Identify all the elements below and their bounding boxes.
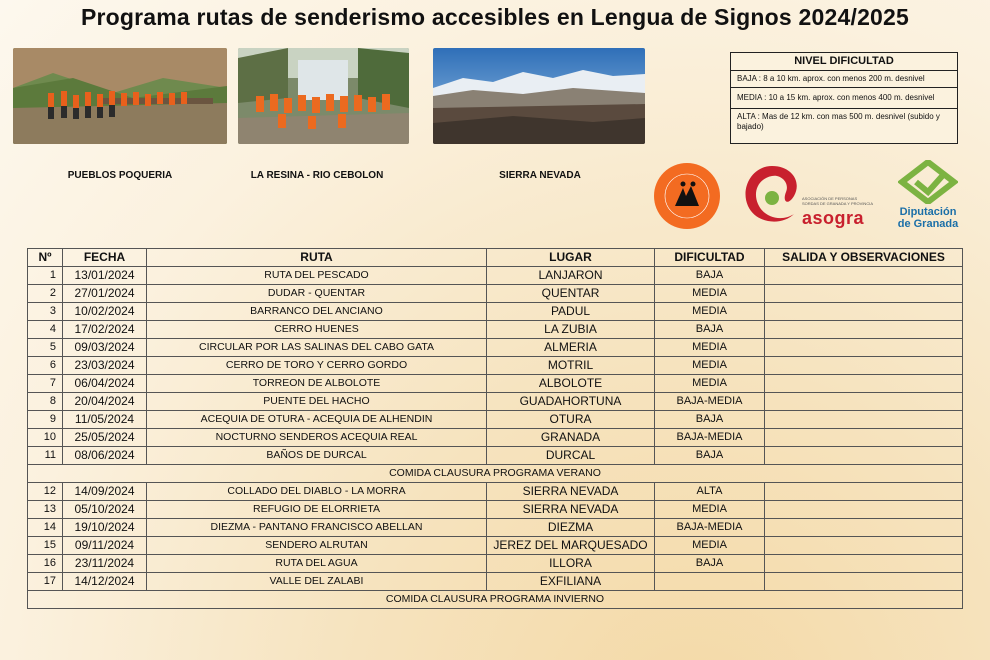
cell-lugar: DIEZMA: [487, 519, 655, 537]
cell-lugar: EXFILIANA: [487, 573, 655, 591]
cell-fecha: 11/05/2024: [63, 411, 147, 429]
cell-lugar: SIERRA NEVADA: [487, 483, 655, 501]
header-num: Nº: [28, 249, 63, 267]
cell-fecha: 09/03/2024: [63, 339, 147, 357]
cell-salida: [765, 411, 963, 429]
cell-salida: [765, 339, 963, 357]
table-row: [28, 429, 963, 447]
cell-lugar: LA ZUBIA: [487, 321, 655, 339]
cell-dificultad: MEDIA: [655, 501, 765, 519]
cell-lugar: OTURA: [487, 411, 655, 429]
table-row: [28, 357, 963, 375]
header-fecha: FECHA: [63, 249, 147, 267]
cell-ruta: ACEQUIA DE OTURA - ACEQUIA DE ALHENDIN: [147, 411, 487, 429]
cell-salida: [765, 393, 963, 411]
cell-fecha: 14/12/2024: [63, 573, 147, 591]
cell-ruta: CERRO DE TORO Y CERRO GORDO: [147, 357, 487, 375]
cell-fecha: 08/06/2024: [63, 447, 147, 465]
cell-dificultad: BAJA-MEDIA: [655, 429, 765, 447]
diputacion-line2: de Granada: [897, 218, 959, 230]
cell-lugar: GUADAHORTUNA: [487, 393, 655, 411]
routes-table-body: [28, 267, 963, 609]
difficulty-legend: [730, 52, 958, 144]
cell-dificultad: MEDIA: [655, 375, 765, 393]
club-logo: [653, 162, 721, 230]
cell-ruta: VALLE DEL ZALABI: [147, 573, 487, 591]
table-row: [28, 267, 963, 285]
cell-num: 9: [28, 411, 63, 429]
cell-salida: [765, 321, 963, 339]
table-row: [28, 483, 963, 501]
cell-ruta: CIRCULAR POR LAS SALINAS DEL CABO GATA: [147, 339, 487, 357]
cell-ruta: BAÑOS DE DURCAL: [147, 447, 487, 465]
cell-lugar: JEREZ DEL MARQUESADO: [487, 537, 655, 555]
cell-dificultad: MEDIA: [655, 285, 765, 303]
cell-ruta: SENDERO ALRUTAN: [147, 537, 487, 555]
table-row: [28, 519, 963, 537]
cell-num: 15: [28, 537, 63, 555]
cell-fecha: 09/11/2024: [63, 537, 147, 555]
cell-num: 3: [28, 303, 63, 321]
table-row: [28, 375, 963, 393]
cell-salida: [765, 483, 963, 501]
cell-fecha: 20/04/2024: [63, 393, 147, 411]
table-row: [28, 573, 963, 591]
cell-salida: [765, 555, 963, 573]
cell-fecha: 17/02/2024: [63, 321, 147, 339]
caption-la-resina: LA RESINA - RIO CEBOLON: [250, 170, 384, 181]
cell-fecha: 23/03/2024: [63, 357, 147, 375]
cell-num: 10: [28, 429, 63, 447]
cell-dificultad: ALTA: [655, 483, 765, 501]
cell-ruta: DIEZMA - PANTANO FRANCISCO ABELLAN: [147, 519, 487, 537]
cell-num: 5: [28, 339, 63, 357]
cell-ruta: COLLADO DEL DIABLO - LA MORRA: [147, 483, 487, 501]
cell-dificultad: BAJA: [655, 321, 765, 339]
separator-label: COMIDA CLAUSURA PROGRAMA INVIERNO: [28, 591, 963, 609]
routes-table: [27, 248, 963, 609]
cell-num: 4: [28, 321, 63, 339]
difficulty-media: MEDIA : 10 a 15 km. aprox. con menos 400 m. desnivel: [731, 88, 957, 109]
cell-dificultad: BAJA: [655, 411, 765, 429]
cell-ruta: CERRO HUENES: [147, 321, 487, 339]
cell-fecha: 27/01/2024: [63, 285, 147, 303]
difficulty-title: NIVEL DIFICULTAD: [731, 53, 957, 71]
separator-label: COMIDA CLAUSURA PROGRAMA VERANO: [28, 465, 963, 483]
table-row: [28, 555, 963, 573]
page-title: Programa rutas de senderismo accesibles en Lengua de Signos 2024/2025: [80, 4, 910, 30]
difficulty-alta: ALTA : Mas de 12 km. con mas 500 m. desnivel (subido y bajado): [737, 112, 940, 131]
cell-fecha: 05/10/2024: [63, 501, 147, 519]
caption-sierra-nevada: SIERRA NEVADA: [499, 170, 581, 181]
cell-num: 13: [28, 501, 63, 519]
cell-dificultad: MEDIA: [655, 303, 765, 321]
cell-fecha: 10/02/2024: [63, 303, 147, 321]
asogra-logo: [742, 162, 872, 232]
cell-salida: [765, 429, 963, 447]
cell-dificultad: MEDIA: [655, 537, 765, 555]
photo-pueblos-poqueria: [13, 48, 227, 144]
header-salida: SALIDA Y OBSERVACIONES: [765, 249, 963, 267]
table-row: [28, 537, 963, 555]
cell-ruta: REFUGIO DE ELORRIETA: [147, 501, 487, 519]
cell-lugar: GRANADA: [487, 429, 655, 447]
cell-lugar: QUENTAR: [487, 285, 655, 303]
header-lugar: LUGAR: [487, 249, 655, 267]
cell-dificultad: BAJA-MEDIA: [655, 393, 765, 411]
cell-fecha: 14/09/2024: [63, 483, 147, 501]
photo-la-resina: [238, 48, 409, 144]
cell-salida: [765, 573, 963, 591]
cell-fecha: 25/05/2024: [63, 429, 147, 447]
cell-ruta: NOCTURNO SENDEROS ACEQUIA REAL: [147, 429, 487, 447]
asogra-sub: ASOCIACIÓN DE PERSONAS SORDAS DE GRANADA Y PROVINCIA: [802, 196, 873, 206]
cell-dificultad: BAJA: [655, 267, 765, 285]
header-dificultad: DIFICULTAD: [655, 249, 765, 267]
cell-num: 11: [28, 447, 63, 465]
cell-salida: [765, 267, 963, 285]
cell-num: 6: [28, 357, 63, 375]
cell-salida: [765, 303, 963, 321]
cell-salida: [765, 447, 963, 465]
cell-lugar: ALBOLOTE: [487, 375, 655, 393]
cell-fecha: 13/01/2024: [63, 267, 147, 285]
cell-fecha: 06/04/2024: [63, 375, 147, 393]
cell-lugar: LANJARON: [487, 267, 655, 285]
photo-sierra-nevada: [433, 48, 645, 144]
cell-lugar: MOTRIL: [487, 357, 655, 375]
cell-ruta: RUTA DEL AGUA: [147, 555, 487, 573]
cell-ruta: RUTA DEL PESCADO: [147, 267, 487, 285]
cell-dificultad: BAJA: [655, 447, 765, 465]
cell-num: 12: [28, 483, 63, 501]
cell-dificultad: MEDIA: [655, 357, 765, 375]
cell-fecha: 23/11/2024: [63, 555, 147, 573]
table-row: [28, 393, 963, 411]
cell-salida: [765, 285, 963, 303]
cell-lugar: DURCAL: [487, 447, 655, 465]
cell-num: 16: [28, 555, 63, 573]
cell-lugar: PADUL: [487, 303, 655, 321]
asogra-name: asogra: [802, 208, 865, 228]
separator-row: [28, 591, 963, 609]
caption-pueblos-poqueria: PUEBLOS POQUERIA: [67, 170, 173, 181]
cell-num: 8: [28, 393, 63, 411]
cell-ruta: TORREON DE ALBOLOTE: [147, 375, 487, 393]
cell-num: 2: [28, 285, 63, 303]
separator-row: [28, 465, 963, 483]
table-row: [28, 447, 963, 465]
table-row: [28, 339, 963, 357]
table-row: [28, 501, 963, 519]
header-ruta: RUTA: [147, 249, 487, 267]
cell-salida: [765, 519, 963, 537]
cell-num: 1: [28, 267, 63, 285]
diputacion-logo: [888, 160, 968, 232]
cell-dificultad: [655, 573, 765, 591]
table-header-row: [28, 249, 963, 267]
diputacion-line1: Diputación: [899, 206, 957, 218]
cell-dificultad: MEDIA: [655, 339, 765, 357]
cell-num: 14: [28, 519, 63, 537]
cell-ruta: BARRANCO DEL ANCIANO: [147, 303, 487, 321]
cell-ruta: DUDAR - QUENTAR: [147, 285, 487, 303]
table-row: [28, 285, 963, 303]
cell-fecha: 19/10/2024: [63, 519, 147, 537]
cell-lugar: ILLORA: [487, 555, 655, 573]
cell-lugar: ALMERIA: [487, 339, 655, 357]
cell-dificultad: BAJA: [655, 555, 765, 573]
cell-ruta: PUENTE DEL HACHO: [147, 393, 487, 411]
cell-salida: [765, 375, 963, 393]
table-row: [28, 411, 963, 429]
cell-salida: [765, 537, 963, 555]
cell-salida: [765, 501, 963, 519]
difficulty-baja: BAJA : 8 a 10 km. aprox. con menos 200 m. desnivel: [731, 71, 957, 88]
cell-lugar: SIERRA NEVADA: [487, 501, 655, 519]
cell-dificultad: BAJA-MEDIA: [655, 519, 765, 537]
table-row: [28, 303, 963, 321]
table-row: [28, 321, 963, 339]
cell-salida: [765, 357, 963, 375]
cell-num: 17: [28, 573, 63, 591]
cell-num: 7: [28, 375, 63, 393]
